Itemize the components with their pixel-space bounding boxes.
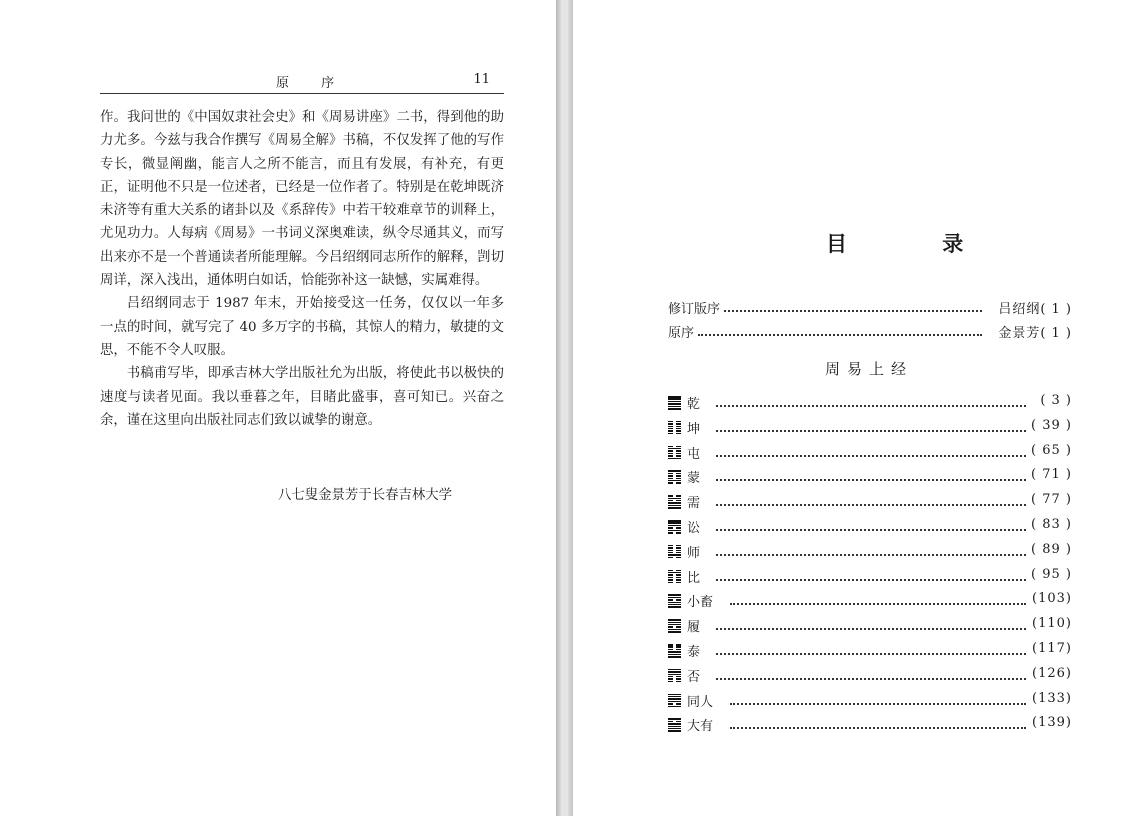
toc-entry-label: 原序 <box>668 322 696 341</box>
page-gutter <box>556 0 561 816</box>
leader-dots <box>730 727 1026 729</box>
leader-dots <box>716 628 1026 630</box>
toc-front-entry[interactable] <box>668 298 1072 320</box>
toc-entry-page: 金景芳( 1 ) <box>994 322 1072 341</box>
toc-entry[interactable] <box>668 591 1072 613</box>
toc-title: 目 录 <box>826 232 1008 256</box>
toc-entry-label: 否 <box>687 666 700 685</box>
leader-dots <box>716 653 1026 655</box>
toc-entry-page: ( 83 ) <box>1027 517 1072 532</box>
hexagram-icon <box>668 545 681 559</box>
toc-entry[interactable] <box>668 517 1072 539</box>
toc-entry[interactable] <box>668 443 1072 465</box>
toc-front-entry[interactable] <box>668 322 1072 344</box>
leader-dots <box>716 529 1026 531</box>
paragraph: 书稿甫写毕，即承吉林大学出版社允为出版，将使此书以极快的速度与读者见面。我以垂暮之年，目睹此盛事，喜可知已。兴奋之余，谨在这里向出版社同志们致以诚挚的谢意。 <box>100 366 504 428</box>
toc-entry[interactable] <box>668 666 1072 688</box>
leader-dots <box>716 430 1026 432</box>
leader-dots <box>716 405 1026 407</box>
toc-entry[interactable] <box>668 567 1072 589</box>
toc-entry[interactable] <box>668 616 1072 638</box>
hexagram-icon <box>668 570 681 584</box>
leader-dots <box>724 310 982 312</box>
toc-entry-label: 比 <box>687 567 700 586</box>
toc-entry-page: 吕绍纲( 1 ) <box>994 298 1072 317</box>
author-signature: 八七叟金景芳于长春吉林大学 <box>278 488 453 503</box>
toc-entry[interactable] <box>668 715 1072 737</box>
toc-entry-label: 蒙 <box>687 467 700 486</box>
toc-entry[interactable] <box>668 418 1072 440</box>
hexagram-icon <box>668 694 681 708</box>
toc-entry[interactable] <box>668 641 1072 663</box>
toc-entry[interactable] <box>668 542 1072 564</box>
hexagram-icon <box>668 520 681 534</box>
toc-entry-page: (117) <box>1028 641 1072 656</box>
toc-entry-label: 坤 <box>687 418 700 437</box>
leader-dots <box>698 334 982 336</box>
paragraph: 吕绍纲同志于 1987 年末，开始接受这一任务，仅仅以一年多一点的时间，就写完了 40 多万字的书稿，其惊人的精力，敏捷的文思，不能不令人叹服。 <box>100 296 504 358</box>
section-heading: 周易上经 <box>825 360 914 378</box>
toc-entry-page: ( 71 ) <box>1027 467 1072 482</box>
leader-dots <box>716 579 1026 581</box>
toc-entry-page: ( 3 ) <box>1036 393 1072 408</box>
toc-entry-page: ( 95 ) <box>1027 567 1072 582</box>
toc-entry[interactable] <box>668 467 1072 489</box>
toc-entry-label: 泰 <box>687 641 700 660</box>
hexagram-icon <box>668 421 681 435</box>
hexagram-icon <box>668 619 681 633</box>
leader-dots <box>716 479 1026 481</box>
hexagram-icon <box>668 470 681 484</box>
toc-entry-page: (133) <box>1028 691 1072 706</box>
page-number: 11 <box>473 72 490 87</box>
leader-dots <box>730 703 1026 705</box>
toc-entry-label: 讼 <box>687 517 700 536</box>
toc-entry-label: 修订版序 <box>668 298 722 317</box>
running-head <box>100 72 504 94</box>
toc-entry-label: 小畜 <box>687 591 713 610</box>
leader-dots <box>716 455 1026 457</box>
hexagram-icon <box>668 644 681 658</box>
toc-entry-page: (126) <box>1028 666 1072 681</box>
toc-entry-label: 大有 <box>687 715 713 734</box>
toc-entry-page: (139) <box>1028 715 1072 730</box>
toc-entry-page: ( 77 ) <box>1027 492 1072 507</box>
toc-entry[interactable] <box>668 393 1072 415</box>
leader-dots <box>716 504 1026 506</box>
paragraph: 作。我问世的《中国奴隶社会史》和《周易讲座》二书，得到他的助力尤多。今兹与我合作撰写《周易全解》书稿，不仅发挥了他的写作专长，微显阐幽，能言人之所不能言，而且有发展，有补充，有更正，证明他不只是一位述者，已经是一位作者了。特别是在乾坤既济未济等有重大关系的诸卦以及《系辞传》中若干较难章节的训释上，尤见功力。人每病《周易》一书词义深奥难读，纵令尽通其义，而写出来亦不是一个普通读者所能理解。今吕绍纲同志所作的解释，剀切周详，深入浅出，通体明白如话，恰能弥补这一缺憾，实属难得。 <box>100 110 504 289</box>
hexagram-icon <box>668 495 681 509</box>
toc-entry-page: (103) <box>1028 591 1072 606</box>
toc-entry-label: 需 <box>687 492 700 511</box>
hexagram-icon <box>668 718 681 732</box>
leader-dots <box>716 554 1026 556</box>
toc-entry-label: 同人 <box>687 691 713 710</box>
hexagram-icon <box>668 669 681 683</box>
toc-entry[interactable] <box>668 492 1072 514</box>
toc-entry-page: ( 89 ) <box>1027 542 1072 557</box>
leader-dots <box>716 678 1026 680</box>
running-head-title: 原 序 <box>276 76 349 91</box>
toc-entry-page: ( 39 ) <box>1027 418 1072 433</box>
toc-entry[interactable] <box>668 691 1072 713</box>
hexagram-icon <box>668 446 681 460</box>
toc-entry-label: 师 <box>687 542 700 561</box>
toc-entry-page: ( 65 ) <box>1027 443 1072 458</box>
toc-entry-label: 乾 <box>687 393 700 412</box>
toc-entry-page: (110) <box>1028 616 1072 631</box>
leader-dots <box>730 603 1026 605</box>
hexagram-icon <box>668 396 681 410</box>
hexagram-icon <box>668 594 681 608</box>
preface-body <box>100 106 504 432</box>
toc-entry-label: 履 <box>687 616 700 635</box>
toc-entry-label: 屯 <box>687 443 700 462</box>
